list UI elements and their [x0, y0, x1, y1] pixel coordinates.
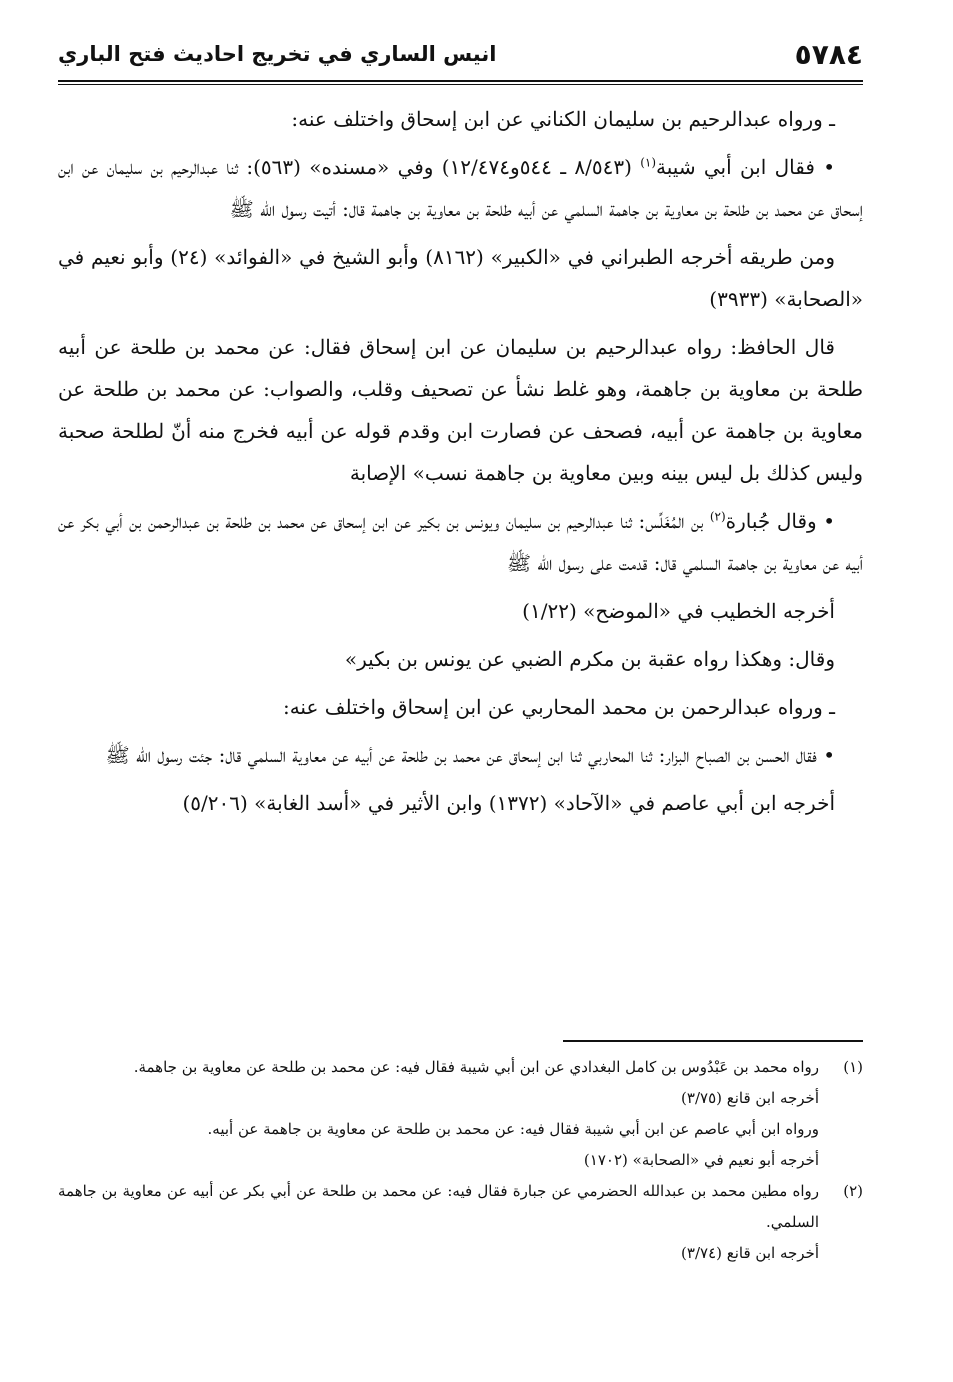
paragraph-lead: • فقال ابن أبي شيبة [656, 155, 835, 179]
footnote [58, 1052, 863, 1176]
paragraph: ـ ورواه عبدالرحيم بن سليمان الكناني عن ابن إسحاق واختلف عنه: [291, 107, 835, 131]
footnotes [58, 1052, 863, 1269]
footnote-separator [563, 1040, 863, 1042]
page-number: ٥٧٨٤ [794, 37, 863, 71]
paragraph: أخرجه الخطيب في «الموضح» (١/٢٢) [522, 599, 835, 623]
footnote-number: (١) [843, 1058, 863, 1076]
paragraph: ـ ورواه عبدالرحمن بن محمد المحاربي عن ابن إسحاق واختلف عنه: [282, 695, 835, 719]
paragraph [58, 500, 863, 584]
main-text [58, 98, 863, 830]
paragraph [58, 146, 863, 230]
paragraph: قال الحافظ: رواه عبدالرحيم بن سليمان عن ابن إسحاق فقال: عن محمد بن طلحة عن أبيه طلحة بن معاوية بن جاهمة، وهو غلط نشأ عن تصحيف وقلب، والصواب: عن محمد بن طلحة عن معاوية بن جاهمة عن أبيه، فصحف عن فصارت ابن وقدم قوله عن أبيه فخرج منه أنّ لطلحة صحبة وليس كذلك بل ليس بينه وبين معاوية بن جاهمة نسب» الإصابة [58, 335, 863, 485]
paragraph-lead: • وقال جُبارة [725, 509, 835, 533]
footnote-number: (٢) [843, 1182, 863, 1200]
paragraph: أخرجه ابن أبي عاصم في «الآحاد» (١٣٧٢) وابن الأثير في «أسد الغابة» (٥/٢٠٦) [182, 791, 835, 815]
paragraph: وقال: وهكذا رواه عقبة بن مكرم الضبي عن يونس بن بكير» [344, 647, 835, 671]
header-rule [58, 80, 863, 85]
paragraph-text: بن المُغَلِّس: ثنا عبدالرحيم بن سليمان ويونس بن بكير عن ابن إسحاق عن محمد بن طلحة بن عبدالرحمن بن أبي بكر عن أبيه عن معاوية بن جاهمة السلمي قال: قدمت على رسول الله ﷺ [58, 509, 863, 575]
page-header [58, 34, 863, 74]
footnote-body [58, 1052, 819, 1176]
footnote-line: رواه محمد بن عَبْدُوس بن كامل البغدادي عن ابن أبي شيبة فقال فيه: عن محمد بن طلحة عن معاوية بن جاهمة. [133, 1058, 819, 1076]
paragraph: ومن طريقه أخرجه الطبراني في «الكبير» (٨١٦٢) وأبو الشيخ في «الفوائد» (٢٤) وأبو نعيم في «الصحابة» (٣٩٣٣) [58, 245, 863, 311]
paragraph: • فقال الحسن بن الصباح البزار: ثنا المحاربي ثنا ابن إسحاق عن محمد بن طلحة عن أبيه عن معاوية السلمي قال: جئت رسول الله ﷺ [105, 743, 835, 767]
footnote-ref: (٢) [709, 509, 726, 524]
footnote-line: أخرجه ابن قانع (٣/٧٤) [681, 1244, 819, 1262]
running-title: انيس الساري في تخريج احاديث فتح الباري [58, 42, 497, 66]
footnote-line: رواه مطين محمد بن عبدالله الحضرمي عن جبارة فقال فيه: عن محمد بن طلحة عن أبي بكر عن أبيه عن معاوية بن جاهمة السلمي. [58, 1182, 819, 1231]
paragraph-text: (٨/٥٤٣ ـ ٥٤٤و١٢/٤٧٤) وفي «مسنده» (٥٦٣): ثنا عبدالرحيم بن سليمان عن ابن إسحاق عن محمد بن طلحة بن معاوية بن جاهمة السلمي عن أبيه طلحة بن معاوية بن جاهمة قال: أتيت رسول الله ﷺ [58, 155, 863, 221]
footnote [58, 1176, 863, 1269]
footnote-line: ورواه ابن أبي عاصم عن ابن أبي شيبة فقال فيه: عن محمد بن طلحة عن معاوية بن جاهمة عن أبيه. [207, 1120, 819, 1138]
footnote-body [58, 1176, 819, 1269]
footnote-line: أخرجه أبو نعيم في «الصحابة» (١٧٠٢) [583, 1151, 819, 1169]
footnote-ref: (١) [640, 155, 657, 170]
footnote-line: أخرجه ابن قانع (٣/٧٥) [681, 1089, 819, 1107]
